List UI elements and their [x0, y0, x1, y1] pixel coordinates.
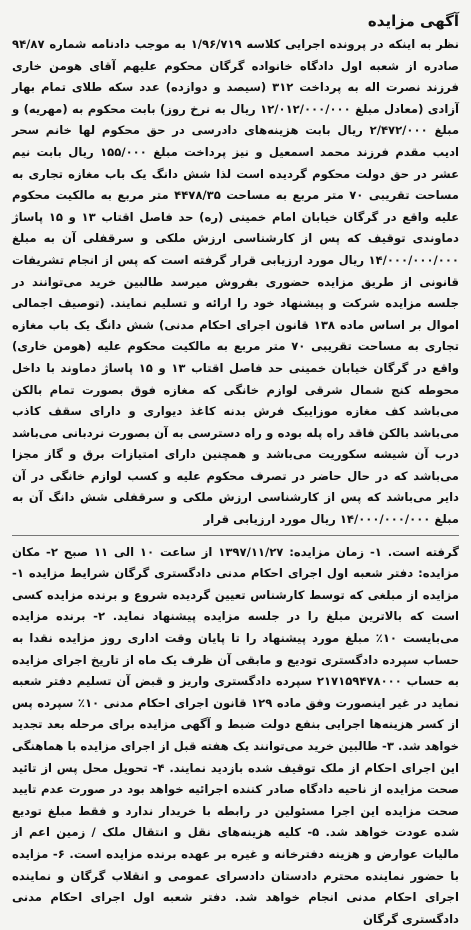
notice-title: آگهی مزایده: [367, 12, 459, 30]
column-divider: [12, 535, 459, 536]
notice-paragraph-1: نظر به اینکه در پرونده اجرایی کلاسه ۱/۹۶/۷۱۹ به موجب دادنامه شماره ۹۴/۸۷ صادره از شعبه اول دادگاه خانواده گرگان محکوم علیهم آقای هومن خاری فرزند نصرت اله به پرداخت ۳۱۲ (سیصد و دوازده) عدد سکه طلای تمام بهار آزادی (معادل مبلغ ۱۲/۰۱۲/۰۰۰/۰۰۰ ریال به نرخ روز) بابت محکوم به (مهریه) و مبلغ ۲/۴۷۲/۰۰۰ ریال بابت هزینه‌های دادرسی در حق محکوم لها خانم سحر ادیب مقدم فرزند محمد اسمعیل و نیز پرداخت مبلغ ۱۵۵/۰۰۰ ریال بابت نیم عشر در حق دولت محکوم گردیده است لذا شش دانگ یک باب مغازه تجاری به مساحت تقریبی ۷۰ متر مربع به مساحت ۴۴۷۸/۳۵ متر مربع به مالکیت محکوم علیه واقع در گرگان خیابان امام خمینی (ره) حد فاصل اقتاب ۱۳ و ۱۵ پاساژ دماوندی توقیف که پس از کارشناسی ارزش ملکی و سرقفلی آن به مبلغ ۱۴/۰۰۰/۰۰۰/۰۰۰ ریال مورد ارزیابی قرار گرفته است که پس از انجام تشریفات قانونی از طریق مزایده حضوری بفروش میرسد طالبین خرید می‌توانند در جلسه مزایده شرکت و پیشنهاد خود را ارائه و تسلیم نمایند. (توصیف اجمالی اموال بر اساس ماده ۱۳۸ قانون اجرای احکام مدنی) شش دانگ یک باب مغازه تجاری به مساحت تقریبی ۷۰ متر مربع به مالکیت محکوم علیه (هومن خاری) واقع در گرگان خیابان خمینی حد فاصل اقتاب ۱۳ و ۱۵ پاساژ دماوند با داخل محوطه کنج شمال شرقی لوازم خانگی که مغازه فوق بصورت تمام بالکن می‌باشد کف مغازه موزاییک فرش بدنه کاغذ دیواری و دارای سقف کاذب می‌باشد بالکن فاقد راه پله بوده و راه دسترسی به آن بصورت نردبانی می‌باشد درب آن شیشه سکوریت می‌باشد و همچنین دارای امتیازات برق و گاز مجزا می‌باشد که در حال حاضر در تصرف محکوم علیه و کسب لوازم خانگی در آن دایر می‌باشد که پس از کارشناسی ارزش ملکی و سرقفلی شش دانگ آن به مبلغ ۱۴/۰۰۰/۰۰۰/۰۰۰ ریال مورد ارزیابی قرار: [12, 37, 460, 527]
notice-paragraph-2: گرفته است. ۱- زمان مزایده: ۱۳۹۷/۱۱/۲۷ از ساعت ۱۰ الی ۱۱ صبح ۲- مکان مزایده: دفتر شعبه اول اجرای احکام مدنی دادگستری گرگان شرایط مزایده ۱- مزایده از مبلغی که توسط کارشناس تعیین گردیده شروع و برنده مزایده کسی است که بالاترین مبلغ را در جلسه مزایده پیشنهاد نماید. ۲- برنده مزایده می‌بایست ۱۰٪ مبلغ مورد پیشنهاد را تا پایان وقت اداری روز مزایده نقدا به حساب سپرده دادگستری تودیع و مابقی آن ظرف یک ماه از تاریخ اجرای مزایده به حساب ۲۱۷۱۵۹۴۷۸۰۰۰ سپرده دادگستری واریز و قبض آن تسلیم دفتر شعبه نماید در غیر اینصورت وفق ماده ۱۲۹ قانون اجرای احکام مدنی ۱۰٪ سپرده پس از کسر هزینه‌ها اجرایی بنفع دولت ضبط و آگهی مزایده برای مرحله بعد تجدید خواهد شد. ۳- طالبین خرید می‌توانند یک هفته قبل از اجرای مزایده با هماهنگی این اجرای احکام از ملک توقیف شده بازدید نمایند. ۴- تحویل محل پس از تائید صحت مزایده از ناحیه دادگاه صادر کننده اجرائیه خواهد بود در صورت عدم تایید صحت مزایده این اجرا مسئولین در رابطه با خریدار ندارد و فقط مبلغ تودیع شده عودت خواهد شد. ۵- کلیه هزینه‌های نقل و انتقال ملک / زمین اعم از مالیات عوارض و هزینه دفترخانه و غیره بر عهده برنده مزایده است. ۶- مزایده با حضور نماینده محترم دادستان دادسرای عمومی و انقلاب گرگان و نماینده اجرای احکام مدنی انجام خواهد شد. دفتر شعبه اول اجرای احکام مدنی دادگستری گرگان: [12, 544, 460, 926]
